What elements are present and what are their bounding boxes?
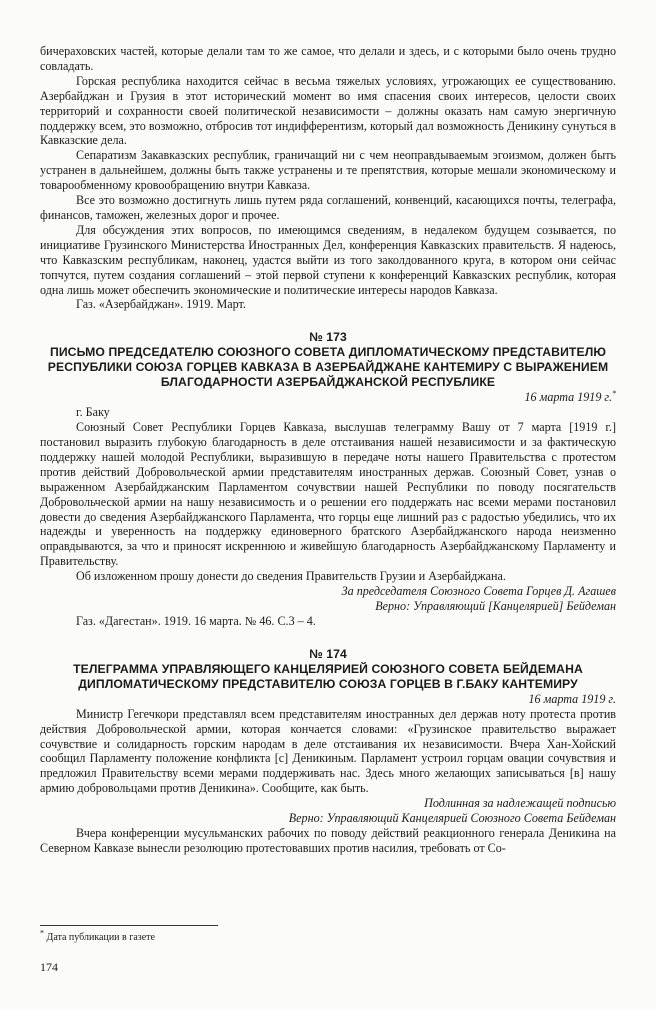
document-date: 16 марта 1919 г. [528, 691, 616, 706]
signature-line: Верно: Управляющий [Канцелярией] Бейдеман [375, 599, 616, 613]
footnote [40, 928, 155, 944]
paragraph: Министр Гегечкори представлял всем представителям иностранных дел держав ноту протеста против действия Добровольческой армии, которая кончается словами: «Грузинское правительство выражает сочувствие и солидарность горским народам в деле отстаивания их независимости. Вчера Хан-Хойский сообщил Парламенту положение конфликта [с] Деникиным. Парламент устроил горцам овации сочувствия и предложил Правительству всеми мерами поддерживать нас. Здесь много желающих записываться [в] нашу армию добровольцами против Деникина». Сообщите, как быть. [40, 706, 616, 796]
document-title: ПИСЬМО ПРЕДСЕДАТЕЛЮ СОЮЗНОГО СОВЕТА ДИПЛОМАТИЧЕСКОМУ ПРЕДСТАВИТЕЛЮ РЕСПУБЛИКИ СОЮЗА ГОРЦЕВ КАВКАЗА В АЗЕРБАЙДЖАНЕ КАНТЕМИРУ С ВЫРАЖЕНИЕМ БЛАГОДАРНОСТИ АЗЕРБАЙДЖАНСКОЙ РЕСПУБЛИКЕ [47, 345, 609, 390]
footnote-divider [40, 925, 218, 926]
paragraph: Сепаратизм Закавказских республик, граничащий ни с чем неоправдываемым эгоизмом, должен быть устранен в дальнейшем, должны быть также устранены и те препятствия, которые мешали экономическому и товарообменному кровообращению внутри Кавказа. [40, 148, 616, 193]
document-place: г. Баку [76, 405, 110, 420]
document-number: № 174 [309, 646, 347, 661]
page-body [40, 44, 616, 856]
signature-line: Подлинная за надлежащей подписью [424, 796, 616, 811]
date-text: 16 марта 1919 г. [524, 390, 612, 405]
signature-line: За председателя Союзного Совета Горцев Д. Агашев [341, 584, 616, 599]
footnote-text: Дата публикации в газете [46, 932, 155, 943]
source-citation: Газ. «Азербайджан». 1919. Март. [76, 297, 246, 312]
paragraph: Для обсуждения этих вопросов, по имеющимся сведениям, в недалеком будущем созывается, по инициативе Грузинского Министерства Иностранных Дел, конференция Кавказских правительств. Я надеюсь, что Кавказским республикам, наконец, удастся выйти из того заколдованного круга, в котором они сейчас топчутся, путем создания соглашений – этой первой ступени к конференций Кавказских республик, которая одна лишь может обеспечить экономические и политические интересы народов Кавказа. [40, 222, 616, 297]
source-citation: Газ. «Дагестан». 1919. 16 марта. № 46. С.3 – 4. [76, 613, 316, 628]
paragraph: Об изложенном прошу донести до сведения Правительств Грузии и Азербайджана. [76, 569, 506, 584]
page-number: 174 [40, 960, 58, 974]
paragraph: Горская республика находится сейчас в весьма тяжелых условиях, угрожающих ее существованию. Азербайджан и Грузия в этот исторический момент во имя спасения своих интересов, целости своих территорий и сохранности своей политической независимости – должны оказать нам самую энергичную поддержку всем, это возможно, отбросив тот индифферентизм, который дал возможность Деникину сунуться в Кавказские дела. [40, 73, 616, 148]
document-number: № 173 [309, 330, 347, 345]
paragraph: Вчера конференции мусульманских рабочих по поводу действий реакционного генерала Деникина на Северном Кавказе вынесли резолюцию протестовавших против насилия, требовать от Со- [40, 825, 616, 855]
footnote-mark: * [612, 389, 616, 399]
footnote-mark: * [40, 928, 44, 938]
paragraph: Все это возможно достигнуть лишь путем ряда соглашений, конвенций, касающихся почты, телеграфа, финансов, таможен, железных дорог и прочее. [40, 193, 616, 222]
signature-line: Верно: Управляющий Канцелярией Союзного Совета Бейдеман [288, 811, 616, 826]
paragraph: Союзный Совет Республики Горцев Кавказа, выслушав телеграмму Вашу от 7 марта [1919 г.] постановил выразить глубокую благодарность в деле отстаивания нашей независимости и за фактическую поддержку нашей молодой Республики, выразившую в передаче ноты нашего Правительства с протестом против действий Добровольческой армии представителям иностранных держав. Союзный Совет, узнав о выраженном Азербайджанским Парламентом сочувствии нашей Республики по поводу посягательств Добровольческой армии на нашу независимость и о решении его поддержать нас всеми мерами постановил довести до сведения Азербайджанского Парламента, что горцы еще лишний раз с радостью убедились, что их надежды и уверенность на поддержку единоверного братского Азербайджанского народа неизменно оправдываются, за что и приносят искреннюю и живейшую благодарность Азербайджанскому Парламенту и Правительству. [40, 420, 616, 569]
document-date [40, 390, 616, 405]
paragraph-continued: бичераховских частей, которые делали там то же самое, что делали и здесь, и с которыми было очень трудно совладать. [40, 44, 616, 73]
document-title: ТЕЛЕГРАММА УПРАВЛЯЮЩЕГО КАНЦЕЛЯРИЕЙ СОЮЗНОГО СОВЕТА БЕЙДЕМАНА ДИПЛОМАТИЧЕСКОМУ ПРЕДСТАВИТЕЛЮ СОЮЗА ГОРЦЕВ В Г.БАКУ КАНТЕМИРУ [73, 661, 583, 691]
